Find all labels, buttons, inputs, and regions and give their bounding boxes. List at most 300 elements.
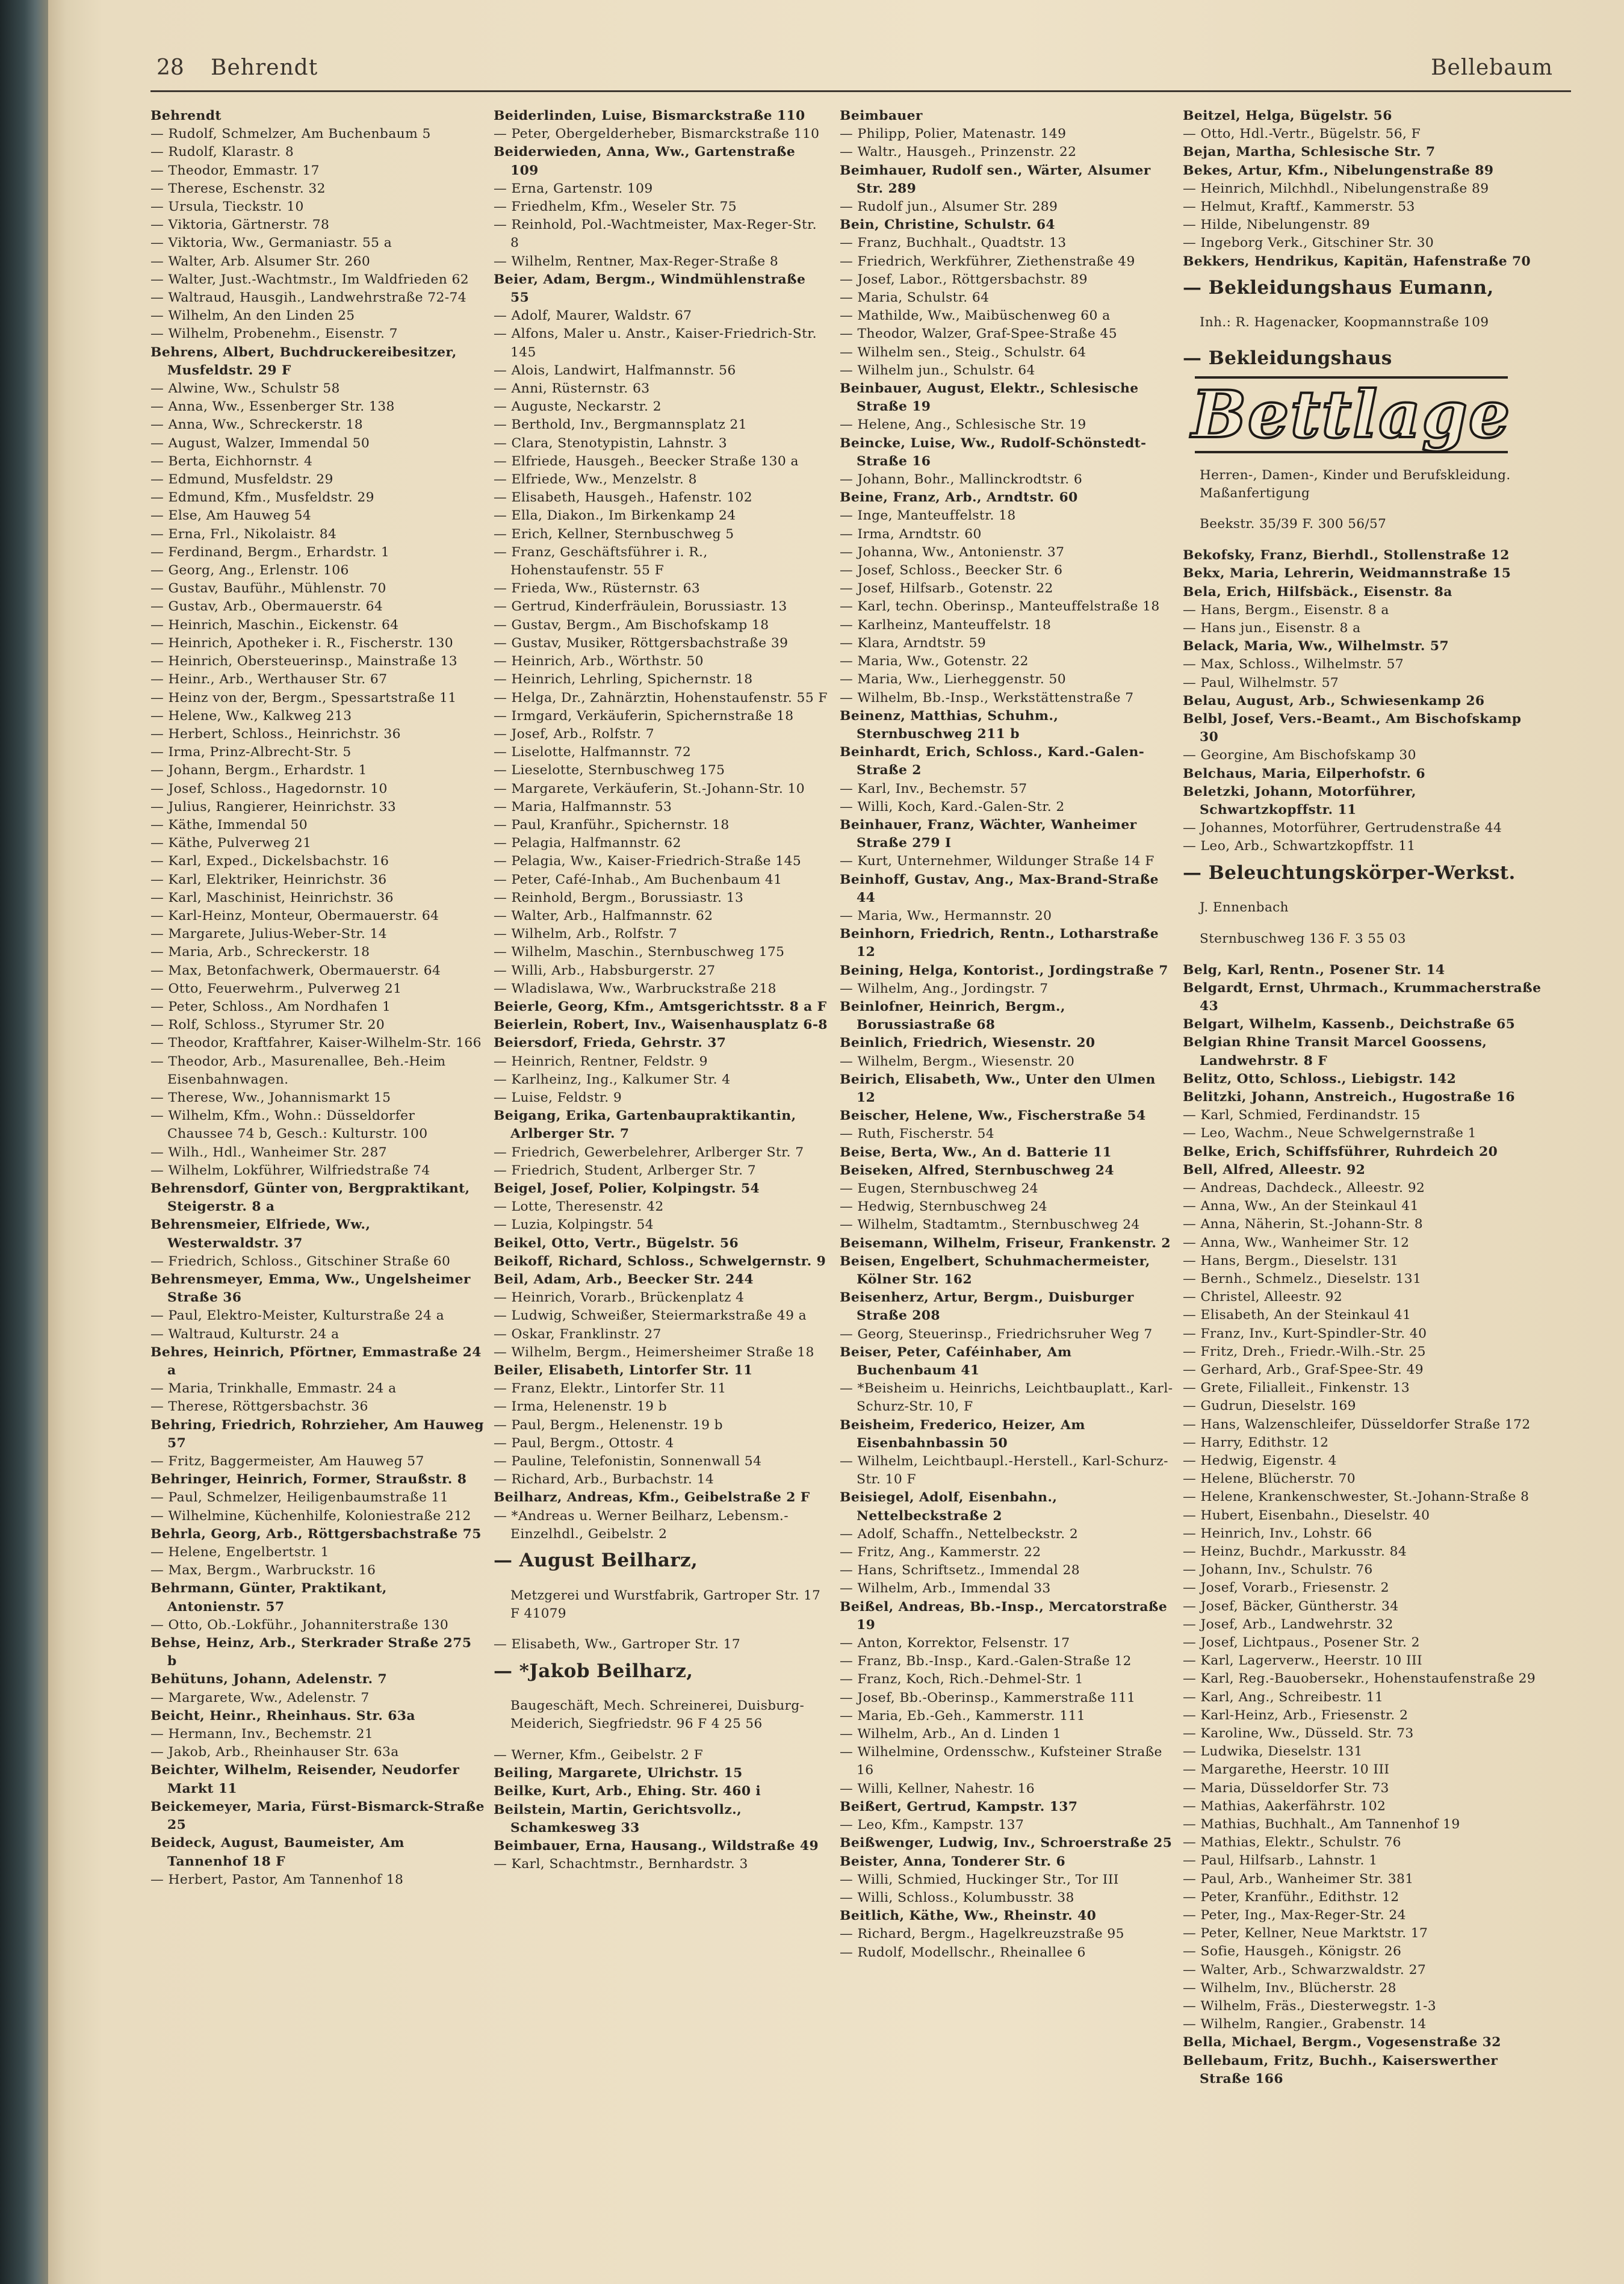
directory-entry: — Heinrich, Maschin., Eickenstr. 64: [150, 617, 399, 633]
directory-entry: — Helga, Dr., Zahnärztin, Hohenstaufenstr. 55 F: [494, 690, 828, 706]
directory-entry: — Helmut, Kraftf., Kammerstr. 53: [1183, 199, 1415, 215]
directory-entry: — Walter, Arb., Halfmannstr. 62: [494, 908, 713, 923]
directory-entry: — Leo, Kfm., Kampstr. 137: [840, 1817, 1024, 1833]
bettlage-logo-text: Bettlage: [1191, 377, 1511, 453]
advertisement-line: Inh.: R. Hagenacker, Koopmannstraße 109: [1200, 315, 1489, 330]
directory-entry: — Herbert, Pastor, Am Tannenhof 18: [150, 1872, 404, 1887]
directory-entry: — Maria, Ww., Gotenstr. 22: [840, 654, 1029, 669]
directory-entry: — Otto, Ob.-Lokführ., Johanniterstraße 130: [150, 1617, 449, 1633]
directory-entry: Beitlich, Käthe, Ww., Rheinstr. 40: [840, 1908, 1097, 1924]
directory-entry: Behrensmeyer, Emma, Ww., Ungelsheimer Straße 36: [150, 1272, 471, 1306]
directory-entry: Bekes, Artur, Kfm., Nibelungenstraße 89: [1183, 163, 1494, 178]
directory-entry: — Paul, Schmelzer, Heiligenbaumstraße 11: [150, 1490, 449, 1506]
directory-entry: — Sofie, Hausgeh., Königstr. 26: [1183, 1944, 1402, 1960]
directory-entry: — Gustav, Musiker, Röttgersbachstraße 39: [494, 635, 789, 651]
directory-entry: — Wladislawa, Ww., Warbruckstraße 218: [494, 981, 776, 996]
directory-entry: — Willi, Kellner, Nahestr. 16: [840, 1781, 1035, 1796]
directory-entry: Beigang, Erika, Gartenbaupraktikantin, Arlberger Str. 7: [494, 1108, 796, 1142]
directory-entry: — Wilhelm jun., Schulstr. 64: [840, 362, 1035, 378]
directory-entry: Beierle, Georg, Kfm., Amtsgerichtsstr. 8 a F: [494, 999, 827, 1014]
directory-entry: — Walter, Just.-Wachtmstr., Im Waldfrieden 62: [150, 272, 470, 287]
directory-entry: — Josef, Bb.-Oberinsp., Kammerstraße 111: [840, 1690, 1136, 1705]
directory-entry: Beimbauer, Erna, Hausang., Wildstraße 49: [494, 1839, 819, 1854]
directory-entry: — Maria, Düsseldorfer Str. 73: [1183, 1780, 1389, 1796]
directory-entry: — Lieselotte, Sternbuschweg 175: [494, 763, 725, 778]
directory-entry: — Irma, Arndtstr. 60: [840, 526, 982, 542]
directory-entry: Beißel, Andreas, Bb.-Insp., Mercatorstraße 19: [840, 1599, 1168, 1633]
directory-entry: Behrensdorf, Günter von, Bergpraktikant, Steigerstr. 8 a: [150, 1181, 470, 1215]
directory-entry: — Erna, Gartenstr. 109: [494, 181, 653, 196]
directory-entry: — Wilhelm, Bergm., Heimersheimer Straße 18: [494, 1344, 814, 1360]
directory-entry: — Andreas, Dachdeck., Alleestr. 92: [1183, 1180, 1425, 1196]
directory-entry: — Ludwika, Dieselstr. 131: [1183, 1744, 1363, 1760]
directory-entry: — Karl, Schmied, Ferdinandstr. 15: [1183, 1108, 1421, 1123]
directory-entry: — Helene, Blücherstr. 70: [1183, 1471, 1356, 1487]
directory-entry: Beletzki, Johann, Motorführer, Schwartzkopffstr. 11: [1183, 784, 1416, 818]
directory-entry: Beilke, Kurt, Arb., Ehing. Str. 460 i: [494, 1784, 761, 1799]
directory-entry: Behrendt: [150, 108, 222, 123]
directory-entry: — Wilhelmine, Küchenhilfe, Koloniestraße 212: [150, 1508, 471, 1524]
directory-entry: — Willi, Schloss., Kolumbusstr. 38: [840, 1890, 1074, 1905]
directory-entry: — Viktoria, Gärtnerstr. 78: [150, 217, 330, 233]
directory-entry: — Wilhelm, Probenehm., Eisenstr. 7: [150, 326, 398, 342]
directory-entry: — Fritz, Baggermeister, Am Hauweg 57: [150, 1454, 424, 1469]
directory-entry: — Georg, Steuerinsp., Friedrichsruher Weg 7: [840, 1326, 1153, 1342]
directory-entry: — Heinz von der, Bergm., Spessartstraße 11: [150, 690, 457, 706]
directory-entry: Beinlofner, Heinrich, Bergm., Borussiastraße 68: [840, 999, 1065, 1033]
directory-entry: — Ingeborg Verk., Gitschiner Str. 30: [1183, 235, 1434, 251]
directory-entry: — Hans jun., Eisenstr. 8 a: [1183, 620, 1361, 636]
directory-entry: — Paul, Arb., Wanheimer Str. 381: [1183, 1871, 1414, 1887]
directory-entry: — Friedrich, Student, Arlberger Str. 7: [494, 1162, 757, 1178]
directory-entry: — Inge, Manteuffelstr. 18: [840, 508, 1016, 524]
directory-entry: — Wilhelm, Arb., Rolfstr. 7: [494, 926, 678, 942]
directory-entry: — Josef, Schloss., Beecker Str. 6: [840, 563, 1063, 579]
directory-entry: — Pelagia, Halfmannstr. 62: [494, 836, 681, 851]
directory-entry: — Anna, Ww., Wanheimer Str. 12: [1183, 1235, 1410, 1250]
directory-entry: — Karl, Lagerverw., Heerstr. 10 III: [1183, 1653, 1423, 1669]
directory-entry: Bekofsky, Franz, Bierhdl., Stollenstraße 12: [1183, 548, 1510, 563]
directory-entry: Beirich, Elisabeth, Ww., Unter den Ulmen 12: [840, 1072, 1156, 1105]
directory-entry: — Harry, Edithstr. 12: [1183, 1435, 1329, 1450]
directory-entry: — *Beisheim u. Heinrichs, Leichtbauplatt., Karl-Schurz-Str. 10, F: [840, 1381, 1173, 1415]
directory-entry: Beißert, Gertrud, Kampstr. 137: [840, 1799, 1078, 1814]
directory-entry: — Richard, Bergm., Hagelkreuzstraße 95: [840, 1926, 1124, 1942]
directory-entry: Behrla, Georg, Arb., Röttgersbachstraße 75: [150, 1526, 482, 1542]
directory-entry: — Ella, Diakon., Im Birkenkamp 24: [494, 508, 736, 524]
advertisement-line: Herren-, Damen-, Kinder und Berufskleidung. Maßanfertigung: [1200, 467, 1511, 501]
directory-entry: Beisiegel, Adolf, Eisenbahn., Nettelbeckstraße 2: [840, 1490, 1058, 1524]
directory-entry: — Peter, Kellner, Neue Marktstr. 17: [1183, 1926, 1428, 1941]
directory-entry: — Josef, Arb., Rolfstr. 7: [494, 726, 654, 742]
directory-entry: — Leo, Wachm., Neue Schwelgernstraße 1: [1183, 1126, 1477, 1141]
directory-entry: Beickemeyer, Maria, Fürst-Bismarck-Straße 25: [150, 1799, 485, 1833]
directory-entry: — Mathias, Aakerfährstr. 102: [1183, 1798, 1386, 1814]
directory-entry: Beinhauer, Franz, Wächter, Wanheimer Straße 279 I: [840, 817, 1137, 851]
directory-entry: — Clara, Stenotypistin, Lahnstr. 3: [494, 435, 728, 451]
directory-entry: — Wilhelm, Maschin., Sternbuschweg 175: [494, 945, 785, 960]
directory-entry: — Irmgard, Verkäuferin, Spichernstraße 18: [494, 708, 794, 724]
directory-entry: — Margarete, Ww., Adelenstr. 7: [150, 1690, 370, 1705]
directory-entry: — Max, Bergm., Warbruckstr. 16: [150, 1563, 376, 1578]
directory-entry: — Anna, Näherin, St.-Johann-Str. 8: [1183, 1217, 1424, 1232]
directory-entry: — Josef, Bäcker, Güntherstr. 34: [1183, 1598, 1399, 1614]
directory-entry: — Karl-Heinz, Arb., Friesenstr. 2: [1183, 1707, 1409, 1723]
directory-entry: — Peter, Schloss., Am Nordhafen 1: [150, 999, 391, 1014]
directory-entry: — Heinz, Buchdr., Markusstr. 84: [1183, 1544, 1407, 1559]
directory-entry: Beierlein, Robert, Inv., Waisenhausplatz 6-8: [494, 1017, 828, 1033]
header-right-keyword: Bellebaum: [1431, 55, 1553, 80]
directory-entry: Beisheim, Frederico, Heizer, Am Eisenbahnbassin 50: [840, 1417, 1085, 1451]
directory-entry: — Philipp, Polier, Matenastr. 149: [840, 126, 1067, 142]
header-rule: [150, 90, 1571, 92]
directory-entry: — Wilhelm, Rangier., Grabenstr. 14: [1183, 2017, 1427, 2032]
directory-entry: — Karl, Ang., Schreibestr. 11: [1183, 1689, 1384, 1705]
directory-entry: — Walter, Arb., Schwarzwaldstr. 27: [1183, 1962, 1427, 1978]
directory-entry: — Karlheinz, Ing., Kalkumer Str. 4: [494, 1072, 731, 1087]
directory-entry: — Karl-Heinz, Monteur, Obermauerstr. 64: [150, 908, 439, 923]
directory-entry: — Rudolf, Modellschr., Rheinallee 6: [840, 1944, 1086, 1960]
directory-entry: — Wilhelm, Inv., Blücherstr. 28: [1183, 1980, 1396, 1996]
directory-entry: — Maria, Eb.-Geh., Kammerstr. 111: [840, 1708, 1086, 1724]
directory-entry: — Anna, Ww., Schreckerstr. 18: [150, 417, 364, 433]
directory-entry: — Richard, Arb., Burbachstr. 14: [494, 1472, 714, 1488]
advertisement-heading: — August Beilharz,: [494, 1550, 698, 1572]
directory-entry: — Elisabeth, An der Steinkaul 41: [1183, 1308, 1412, 1323]
column-2: [494, 107, 828, 2268]
directory-entry: — Paul, Elektro-Meister, Kulturstraße 24 a: [150, 1308, 445, 1324]
directory-entry: — Klara, Arndtstr. 59: [840, 635, 987, 651]
directory-entry: — Wilhelm, Lokführer, Wilfriedstraße 74: [150, 1162, 430, 1178]
directory-entry: — Mathilde, Ww., Maibüschenweg 60 a: [840, 308, 1111, 324]
directory-entry: — Josef, Schloss., Hagedornstr. 10: [150, 781, 388, 796]
directory-entry: Beisenherz, Artur, Bergm., Duisburger Straße 208: [840, 1290, 1134, 1324]
book-binding: [0, 0, 48, 2284]
directory-entry: — Paul, Kranführ., Spichernstr. 18: [494, 817, 730, 833]
directory-entry: Beiersdorf, Frieda, Gehrstr. 37: [494, 1035, 727, 1051]
directory-entry: — Wilhelm, Stadtamtm., Sternbuschweg 24: [840, 1217, 1140, 1233]
directory-entry: — Fritz, Ang., Kammerstr. 22: [840, 1545, 1041, 1560]
directory-entry: — Wilhelm, Arb., Immendal 33: [840, 1581, 1051, 1597]
directory-entry: — Irma, Helenenstr. 19 b: [494, 1399, 668, 1415]
directory-entry: — Wilhelm, Arb., An d. Linden 1: [840, 1727, 1062, 1742]
directory-entry: — Gudrun, Dieselstr. 169: [1183, 1398, 1356, 1414]
advertisement-heading: — Beleuchtungskörper-Werkst.: [1183, 861, 1516, 884]
directory-entry: — Karl, Maschinist, Heinrichstr. 36: [150, 890, 394, 905]
directory-entry: — Heinrich, Rentner, Feldstr. 9: [494, 1054, 708, 1069]
directory-entry: Bein, Christine, Schulstr. 64: [840, 217, 1055, 233]
directory-entry: Beigel, Josef, Polier, Kolpingstr. 54: [494, 1181, 760, 1196]
directory-entry: Beinhoff, Gustav, Ang., Max-Brand-Straße 44: [840, 872, 1159, 905]
directory-entry: — Luzia, Kolpingstr. 54: [494, 1217, 654, 1233]
directory-entry: — Georg, Ang., Erlenstr. 106: [150, 563, 349, 579]
directory-entry: Beiseken, Alfred, Sternbuschweg 24: [840, 1162, 1114, 1178]
directory-entry: — Alfons, Maler u. Anstr., Kaiser-Friedrich-Str. 145: [494, 326, 817, 360]
directory-entry: Beimbauer: [840, 108, 923, 123]
directory-entry: — Eugen, Sternbuschweg 24: [840, 1181, 1039, 1196]
directory-entry: — Rudolf, Klarastr. 8: [150, 144, 294, 160]
directory-entry: — Wilhelm, Ang., Jordingstr. 7: [840, 981, 1049, 996]
directory-entry: — Hans, Walzenschleifer, Düsseldorfer Straße 172: [1183, 1417, 1531, 1432]
directory-entry: — Hilde, Nibelungenstr. 89: [1183, 217, 1371, 233]
directory-entry: — Karlheinz, Manteuffelstr. 18: [840, 617, 1052, 633]
directory-entry: — Walter, Arb. Alsumer Str. 260: [150, 253, 371, 269]
directory-entry: — August, Walzer, Immendal 50: [150, 435, 370, 451]
directory-entry: — Josef, Lichtpaus., Posener Str. 2: [1183, 1635, 1420, 1651]
directory-entry: — Gertrud, Kinderfräulein, Borussiastr. 13: [494, 599, 787, 615]
directory-entry: — Elfriede, Ww., Menzelstr. 8: [494, 472, 697, 488]
directory-entry: — Edmund, Musfeldstr. 29: [150, 472, 333, 488]
directory-entry: — Helene, Ww., Kalkweg 213: [150, 708, 352, 724]
directory-entry: — Helene, Ang., Schlesische Str. 19: [840, 417, 1086, 433]
directory-entry: — Hedwig, Sternbuschweg 24: [840, 1199, 1048, 1215]
directory-entry: — Wilhelm, An den Linden 25: [150, 308, 355, 324]
directory-entry: — Hans, Bergm., Dieselstr. 131: [1183, 1253, 1399, 1268]
directory-entry: — Wilhelm, Kfm., Wohn.: Düsseldorfer Chaussee 74 b, Gesch.: Kulturstr. 100: [150, 1108, 428, 1142]
directory-entry: — Hedwig, Eigenstr. 4: [1183, 1453, 1337, 1468]
directory-entry: — Ferdinand, Bergm., Erhardstr. 1: [150, 544, 390, 560]
directory-entry: — Heinrich, Arb., Wörthstr. 50: [494, 654, 704, 669]
directory-entry: — Heinrich, Lehrling, Spichernstr. 18: [494, 672, 753, 687]
directory-entry: — Otto, Hdl.-Vertr., Bügelstr. 56, F: [1183, 126, 1421, 142]
advertisement-line: Sternbuschweg 136 F. 3 55 03: [1200, 931, 1406, 946]
directory-entry: — Therese, Eschenstr. 32: [150, 181, 326, 196]
directory-entry: — Ruth, Fischerstr. 54: [840, 1126, 995, 1142]
directory-entry: — Paul, Hilfsarb., Lahnstr. 1: [1183, 1853, 1378, 1869]
directory-entry: — Franz, Elektr., Lintorfer Str. 11: [494, 1381, 727, 1397]
directory-entry: — Irma, Prinz-Albrecht-Str. 5: [150, 745, 352, 760]
directory-entry: Beiling, Margarete, Ulrichstr. 15: [494, 1766, 743, 1781]
directory-entry: — Josef, Vorarb., Friesenstr. 2: [1183, 1580, 1389, 1596]
directory-entry: — Leo, Arb., Schwartzkopffstr. 11: [1183, 839, 1416, 854]
directory-entry: — Erna, Frl., Nikolaistr. 84: [150, 526, 337, 542]
directory-entry: — Pauline, Telefonistin, Sonnenwall 54: [494, 1454, 762, 1469]
directory-entry: Belitzki, Johann, Anstreich., Hugostraße 16: [1183, 1089, 1515, 1105]
directory-entry: — Otto, Feuerwehrm., Pulverweg 21: [150, 981, 402, 996]
directory-entry: Belgart, Wilhelm, Kassenb., Deichstraße 65: [1183, 1017, 1516, 1032]
directory-entry: — Alois, Landwirt, Halfmannstr. 56: [494, 362, 736, 378]
directory-entry: — Berta, Eichhornstr. 4: [150, 453, 313, 469]
directory-entry: — Oskar, Franklinstr. 27: [494, 1326, 662, 1342]
directory-entry: — Anton, Korrektor, Felsenstr. 17: [840, 1636, 1070, 1651]
directory-entry: Beinlich, Friedrich, Wiesenstr. 20: [840, 1035, 1096, 1051]
directory-entry: — Franz, Koch, Rich.-Dehmel-Str. 1: [840, 1672, 1083, 1687]
advertisement-heading: — *Jakob Beilharz,: [494, 1660, 693, 1682]
directory-entry: — Berthold, Inv., Bergmannsplatz 21: [494, 417, 747, 433]
directory-entry: — Josef, Hilfsarb., Gotenstr. 22: [840, 581, 1053, 597]
directory-entry: — Max, Schloss., Wilhelmstr. 57: [1183, 657, 1404, 672]
directory-entry: Beischer, Helene, Ww., Fischerstraße 54: [840, 1108, 1146, 1124]
directory-entry: — Hubert, Eisenbahn., Dieselstr. 40: [1183, 1507, 1430, 1523]
directory-entry: — Käthe, Immendal 50: [150, 817, 308, 833]
directory-entry: — Wilhelm sen., Steig., Schulstr. 64: [840, 344, 1086, 360]
directory-entry: — Margarete, Julius-Weber-Str. 14: [150, 926, 388, 942]
directory-entry: — Waltraud, Hausgih., Landwehrstraße 72-74: [150, 290, 467, 306]
directory-entry: Beicht, Heinr., Rheinhaus. Str. 63a: [150, 1708, 415, 1724]
directory-entry: — Karl, Reg.-Bauobersekr., Hohenstaufenstraße 29: [1183, 1671, 1536, 1687]
column-1: [150, 107, 485, 2268]
directory-entry: Beilharz, Andreas, Kfm., Geibelstraße 2 F: [494, 1490, 810, 1506]
directory-entry: Beikoff, Richard, Schloss., Schwelgernstr. 9: [494, 1253, 826, 1269]
directory-entry: — Adolf, Schaffn., Nettelbeckstr. 2: [840, 1526, 1079, 1542]
directory-entry: Bella, Michael, Bergm., Vogesenstraße 32: [1183, 2035, 1501, 2050]
directory-entry: — Ludwig, Schweißer, Steiermarkstraße 49 a: [494, 1308, 807, 1324]
directory-entry: — Therese, Röttgersbachstr. 36: [150, 1399, 368, 1415]
directory-entry: — Franz, Bb.-Insp., Kard.-Galen-Straße 12: [840, 1654, 1132, 1669]
directory-entry: — Reinhold, Pol.-Wachtmeister, Max-Reger-Str. 8: [494, 217, 817, 251]
directory-entry: — Herbert, Schloss., Heinrichstr. 36: [150, 726, 401, 742]
directory-entry: — Mathias, Elektr., Schulstr. 76: [1183, 1835, 1401, 1851]
directory-entry: Beister, Anna, Tonderer Str. 6: [840, 1854, 1066, 1869]
directory-entry: Beining, Helga, Kontorist., Jordingstraße 7: [840, 963, 1168, 978]
directory-entry: — Josef, Arb., Landwehrstr. 32: [1183, 1616, 1393, 1632]
directory-entry: — Paul, Bergm., Helenenstr. 19 b: [494, 1417, 724, 1433]
directory-entry: Beil, Adam, Arb., Beecker Str. 244: [494, 1272, 754, 1287]
column-4: [1183, 107, 1544, 2268]
directory-entry: — Mathias, Buchhalt., Am Tannenhof 19: [1183, 1817, 1460, 1832]
directory-entry: — Viktoria, Ww., Germaniastr. 55 a: [150, 235, 392, 251]
directory-entry: — Elisabeth, Ww., Gartroper Str. 17: [494, 1637, 741, 1652]
directory-entry: Behrens, Albert, Buchdruckereibesitzer, Musfeldstr. 29 F: [150, 344, 457, 378]
column-3: [840, 107, 1174, 2268]
directory-entry: — Wilhelm, Rentner, Max-Reger-Straße 8: [494, 253, 779, 269]
directory-entry: — Jakob, Arb., Rheinhauser Str. 63a: [150, 1745, 399, 1760]
directory-entry: — Alwine, Ww., Schulstr 58: [150, 381, 340, 397]
directory-entry: — Karl, Exped., Dickelsbachstr. 16: [150, 854, 389, 869]
directory-entry: — Hermann, Inv., Bechemstr. 21: [150, 1727, 374, 1742]
directory-entry: — Hans, Bergm., Eisenstr. 8 a: [1183, 602, 1389, 618]
directory-entry: Bejan, Martha, Schlesische Str. 7: [1183, 144, 1436, 160]
directory-entry: Belgian Rhine Transit Marcel Goossens, Landwehrstr. 8 F: [1183, 1035, 1487, 1069]
directory-entry: Belitz, Otto, Schloss., Liebigstr. 142: [1183, 1071, 1457, 1087]
directory-entry: — Heinrich, Obersteuerinsp., Mainstraße 13: [150, 654, 458, 669]
directory-entry: Beikel, Otto, Vertr., Bügelstr. 56: [494, 1235, 739, 1251]
directory-entry: — Franz, Geschäftsführer i. R., Hohenstaufenstr. 55 F: [494, 544, 708, 579]
directory-entry: — Karl, techn. Oberinsp., Manteuffelstraße 18: [840, 599, 1160, 615]
directory-entry: Beitzel, Helga, Bügelstr. 56: [1183, 108, 1392, 123]
directory-entry: — Gustav, Bauführ., Mühlenstr. 70: [150, 581, 386, 597]
directory-entry: — Heinr., Arb., Werthauser Str. 67: [150, 672, 388, 687]
directory-entry: — Fritz, Dreh., Friedr.-Wilh.-Str. 25: [1183, 1344, 1426, 1359]
directory-entry: Behringer, Heinrich, Former, Straußstr. 8: [150, 1472, 467, 1488]
directory-entry: Beinenz, Matthias, Schuhm., Sternbuschweg 211 b: [840, 708, 1059, 742]
advertisement-heading: — Bekleidungshaus Eumann,: [1183, 276, 1494, 299]
directory-entry: — Frieda, Ww., Rüsternstr. 63: [494, 581, 701, 597]
directory-entry: — Heinrich, Milchhdl., Nibelungenstraße 89: [1183, 181, 1489, 196]
directory-entry: — Maria, Arb., Schreckerstr. 18: [150, 945, 370, 960]
directory-entry: Beier, Adam, Bergm., Windmühlenstraße 55: [494, 272, 806, 306]
directory-entry: — Wilhelm, Leichtbaupl.-Herstell., Karl-Schurz-Str. 10 F: [840, 1454, 1168, 1488]
directory-entry: — Lotte, Theresenstr. 42: [494, 1199, 664, 1215]
directory-entry: Beichter, Wilhelm, Reisender, Neudorfer Markt 11: [150, 1763, 460, 1796]
directory-entry: — Friedrich, Gewerbelehrer, Arlberger Str. 7: [494, 1144, 804, 1160]
directory-entry: Beise, Berta, Ww., An d. Batterie 11: [840, 1144, 1112, 1160]
directory-entry: — Peter, Obergelderheber, Bismarckstraße 110: [494, 126, 820, 142]
directory-entry: — Margarethe, Heerstr. 10 III: [1183, 1762, 1390, 1778]
directory-entry: Belgardt, Ernst, Uhrmach., Krummacherstraße 43: [1183, 980, 1542, 1014]
directory-entry: — Hans, Schriftsetz., Immendal 28: [840, 1563, 1080, 1578]
page-header: [157, 49, 1571, 92]
directory-entry: — Rolf, Schloss., Styrumer Str. 20: [150, 1017, 385, 1033]
directory-entry: — Willi, Schmied, Huckinger Str., Tor III: [840, 1872, 1119, 1887]
directory-entry: Behres, Heinrich, Pförtner, Emmastraße 24 a: [150, 1344, 482, 1379]
directory-entry: — Peter, Ing., Max-Reger-Str. 24: [1183, 1908, 1406, 1923]
advertisement-line: Baugeschäft, Mech. Schreinerei, Duisburg-Meiderich, Siegfriedstr. 96 F 4 25 56: [510, 1698, 805, 1732]
directory-entry: — Heinrich, Apotheker i. R., Fischerstr. 130: [150, 635, 454, 651]
directory-entry: — Reinhold, Bergm., Borussiastr. 13: [494, 890, 744, 905]
directory-entry: Beine, Franz, Arb., Arndtstr. 60: [840, 490, 1078, 506]
directory-entry: — Pelagia, Ww., Kaiser-Friedrich-Straße 145: [494, 854, 802, 869]
directory-entry: — Auguste, Neckarstr. 2: [494, 399, 662, 415]
directory-entry: Belbl, Josef, Vers.-Beamt., Am Bischofskamp 30: [1183, 711, 1522, 745]
directory-entry: — Erich, Kellner, Sternbuschweg 5: [494, 526, 734, 542]
directory-entry: Belg, Karl, Rentn., Posener Str. 14: [1183, 962, 1445, 978]
directory-entry: — Ursula, Tieckstr. 10: [150, 199, 304, 215]
directory-entry: Beisemann, Wilhelm, Friseur, Frankenstr. 2: [840, 1235, 1171, 1251]
directory-entry: — Maria, Ww., Lierheggenstr. 50: [840, 672, 1067, 687]
directory-entry: — Helene, Krankenschwester, St.-Johann-Straße 8: [1183, 1489, 1529, 1505]
directory-entry: — Peter, Kranführ., Edithstr. 12: [1183, 1889, 1399, 1905]
directory-entry: Beideck, August, Baumeister, Am Tannenhof 18 F: [150, 1836, 404, 1869]
directory-entry: — Maria, Schulstr. 64: [840, 290, 990, 306]
advertisement-line: Metzgerei und Wurstfabrik, Gartroper Str. 17 F 41079: [510, 1587, 821, 1621]
directory-entry: — Wilhelmine, Ordensschw., Kufsteiner Straße 16: [840, 1745, 1162, 1778]
directory-entry: — Theodor, Walzer, Graf-Spee-Straße 45: [840, 326, 1117, 342]
directory-entry: Bellebaum, Fritz, Buchh., Kaiserswerther Straße 166: [1183, 2053, 1498, 2087]
directory-entry: — Willi, Koch, Kard.-Galen-Str. 2: [840, 799, 1065, 815]
directory-entry: Bela, Erich, Hilfsbäck., Eisenstr. 8a: [1183, 584, 1452, 600]
directory-entry: Beißwenger, Ludwig, Inv., Schroerstraße 25: [840, 1836, 1173, 1851]
directory-entry: Beiler, Elisabeth, Lintorfer Str. 11: [494, 1363, 753, 1379]
directory-entry: — Christel, Alleestr. 92: [1183, 1289, 1343, 1305]
directory-entry: — Else, Am Hauweg 54: [150, 508, 312, 524]
directory-entry: — Johanna, Ww., Antonienstr. 37: [840, 544, 1065, 560]
directory-entry: Behse, Heinz, Arb., Sterkrader Straße 275 b: [150, 1636, 472, 1669]
directory-entry: — Luise, Feldstr. 9: [494, 1090, 622, 1105]
directory-entry: Bekx, Maria, Lehrerin, Weidmannstraße 15: [1183, 566, 1511, 582]
directory-entry: — Waltraud, Kulturstr. 24 a: [150, 1326, 339, 1342]
advertisement-line: Beekstr. 35/39 F. 300 56/57: [1200, 517, 1387, 532]
directory-entry: — Elfriede, Hausgeh., Beecker Straße 130 a: [494, 453, 799, 469]
directory-entry: — Johann, Inv., Schulstr. 76: [1183, 1562, 1373, 1578]
directory-entry: — Gerhard, Arb., Graf-Spee-Str. 49: [1183, 1362, 1424, 1377]
directory-entry: — *Andreas u. Werner Beilharz, Lebensm.-Einzelhdl., Geibelstr. 2: [494, 1508, 789, 1542]
directory-entry: — Johann, Bohr., Mallinckrodtstr. 6: [840, 472, 1083, 488]
directory-entry: — Theodor, Arb., Masurenallee, Beh.-Heim Eisenbahnwagen.: [150, 1054, 446, 1087]
directory-entry: Beincke, Luise, Ww., Rudolf-Schönstedt-Straße 16: [840, 435, 1147, 469]
directory-entry: Beisen, Engelbert, Schuhmachermeister, Kölner Str. 162: [840, 1253, 1150, 1287]
directory-entry: — Maria, Trinkhalle, Emmastr. 24 a: [150, 1381, 397, 1397]
directory-entry: — Karl, Elektriker, Heinrichstr. 36: [150, 872, 387, 887]
directory-entry: — Josef, Labor., Röttgersbachstr. 89: [840, 272, 1088, 287]
directory-entry: — Adolf, Maurer, Waldstr. 67: [494, 308, 692, 324]
directory-entry: — Friedrich, Schloss., Gitschiner Straße 60: [150, 1253, 451, 1269]
directory-entry: Belke, Erich, Schiffsführer, Ruhrdeich 20: [1183, 1144, 1498, 1159]
directory-entry: Behütuns, Johann, Adelenstr. 7: [150, 1672, 388, 1687]
directory-entry: — Kurt, Unternehmer, Wildunger Straße 14 F: [840, 854, 1154, 869]
directory-entry: Bell, Alfred, Alleestr. 92: [1183, 1162, 1366, 1178]
directory-entry: Belack, Maria, Ww., Wilhelmstr. 57: [1183, 639, 1449, 654]
directory-entry: Beiderwieden, Anna, Ww., Gartenstraße 109: [494, 144, 796, 178]
directory-entry: — Anna, Ww., Essenberger Str. 138: [150, 399, 395, 415]
directory-entry: — Margarete, Verkäuferin, St.-Johann-Str. 10: [494, 781, 805, 796]
directory-entry: — Werner, Kfm., Geibelstr. 2 F: [494, 1748, 704, 1763]
directory-entry: — Georgine, Am Bischofskamp 30: [1183, 748, 1416, 763]
directory-entry: — Rudolf, Schmelzer, Am Buchenbaum 5: [150, 126, 431, 142]
directory-entry: Bekkers, Hendrikus, Kapitän, Hafenstraße 70: [1183, 253, 1531, 269]
directory-entry: — Rudolf jun., Alsumer Str. 289: [840, 199, 1058, 215]
directory-entry: — Peter, Café-Inhab., Am Buchenbaum 41: [494, 872, 783, 887]
